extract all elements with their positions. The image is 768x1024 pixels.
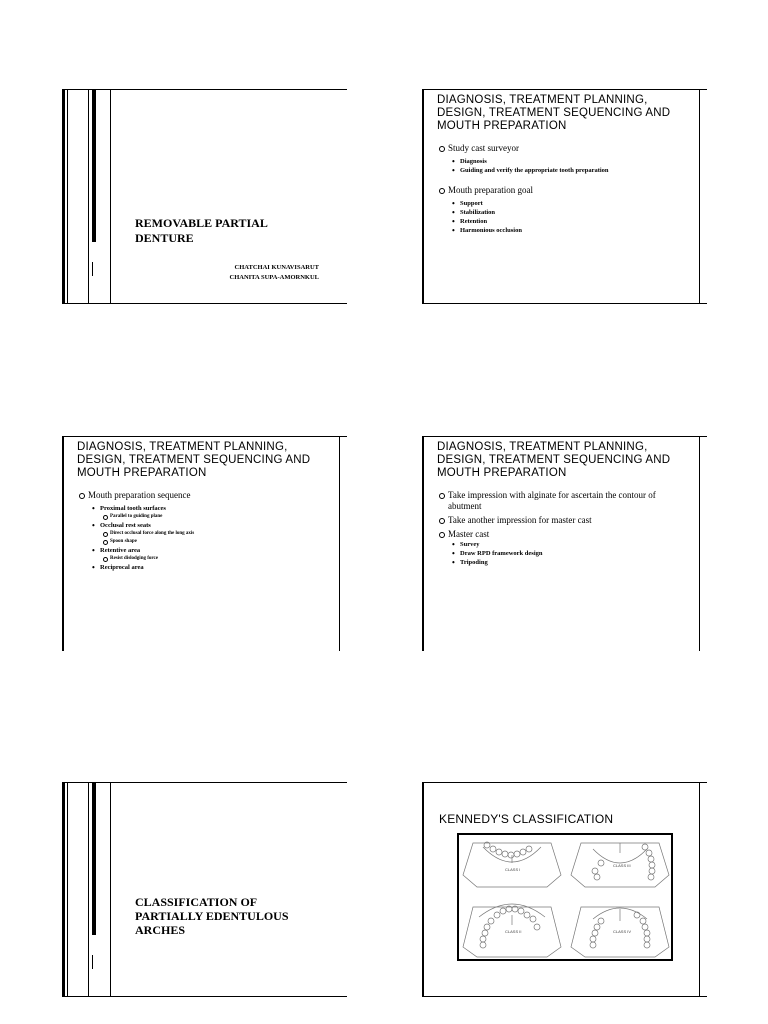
list-item: • Stabilization bbox=[438, 208, 700, 217]
list-item: Take impression with alginate for ascertain the contour of abutment bbox=[438, 490, 678, 512]
decor-bar bbox=[88, 783, 89, 996]
label-class-4: CLASS IV bbox=[613, 929, 632, 934]
list-item: • Proximal tooth surfaces bbox=[78, 504, 340, 513]
decor-bar bbox=[422, 437, 424, 651]
decor-bar bbox=[67, 783, 68, 996]
slide-4 bbox=[422, 436, 707, 651]
slide-3 bbox=[62, 436, 347, 651]
label-class-3: CLASS III bbox=[613, 863, 631, 868]
slide-title: DIAGNOSIS, TREATMENT PLANNING, DESIGN, TREATMENT SEQUENCING AND MOUTH PREPARATION bbox=[437, 441, 671, 479]
list-item: • Reciprocal area bbox=[78, 563, 340, 572]
bullet-list bbox=[438, 490, 678, 567]
decor-bar bbox=[92, 262, 93, 276]
slide-title: CLASSIFICATION OF PARTIALLY EDENTULOUS ARCHES bbox=[135, 895, 289, 937]
decor-bar bbox=[92, 955, 93, 969]
kennedy-classification-figure bbox=[457, 833, 673, 961]
list-item: Take another impression for master cast bbox=[438, 515, 678, 526]
slide-title: REMOVABLE PARTIAL DENTURE bbox=[135, 216, 268, 245]
list-item: • Retentive area bbox=[78, 546, 340, 555]
slide-5 bbox=[62, 782, 347, 997]
list-item: • Occlusal rest seats bbox=[78, 521, 340, 530]
decor-bar bbox=[110, 783, 111, 996]
decor-bar bbox=[62, 437, 64, 651]
list-item: • Draw RPD framework design bbox=[438, 549, 678, 558]
label-class-1: CLASS I bbox=[505, 867, 521, 872]
decor-bar bbox=[699, 437, 700, 651]
decor-bar bbox=[422, 783, 424, 996]
bullet-list bbox=[438, 143, 700, 235]
decor-bar bbox=[67, 90, 68, 303]
list-item: Mouth preparation sequence bbox=[78, 490, 340, 501]
list-item: • Survey bbox=[438, 540, 678, 549]
decor-bar bbox=[422, 90, 424, 303]
decor-bar bbox=[92, 783, 96, 935]
list-item: Master cast bbox=[438, 529, 678, 540]
slide-1 bbox=[62, 89, 347, 304]
arch-class-1 bbox=[463, 842, 561, 887]
decor-bar bbox=[62, 783, 65, 996]
list-item: • Tripoding bbox=[438, 558, 678, 567]
list-item: Mouth preparation goal bbox=[438, 185, 700, 196]
slide-title: DIAGNOSIS, TREATMENT PLANNING, DESIGN, TREATMENT SEQUENCING AND MOUTH PREPARATION bbox=[437, 94, 671, 132]
list-item: Direct occlusal force along the long axis bbox=[78, 530, 340, 538]
list-item: • Support bbox=[438, 199, 700, 208]
dental-arches-illustration bbox=[459, 835, 671, 959]
list-item: Study cast surveyor bbox=[438, 143, 700, 154]
list-item: • Diagnosis bbox=[438, 157, 700, 166]
slide-title: KENNEDY'S CLASSIFICATION bbox=[439, 812, 614, 826]
decor-bar bbox=[92, 90, 96, 242]
list-item: Resist dislodging force bbox=[78, 555, 340, 563]
slide-title: DIAGNOSIS, TREATMENT PLANNING, DESIGN, TREATMENT SEQUENCING AND MOUTH PREPARATION bbox=[77, 441, 311, 479]
authors: CHATCHAI KUNAVISARUT CHANITA SUPA-AMORNKUL bbox=[229, 264, 319, 281]
decor-bar bbox=[699, 783, 700, 996]
slide-2 bbox=[422, 89, 707, 304]
slide-6 bbox=[422, 782, 707, 997]
bullet-list bbox=[78, 490, 340, 572]
decor-bar bbox=[110, 90, 111, 303]
decor-bar bbox=[88, 90, 89, 303]
list-item: Spoon shape bbox=[78, 538, 340, 546]
label-class-2: CLASS II bbox=[505, 929, 522, 934]
decor-bar bbox=[62, 90, 65, 303]
list-item: • Guiding and verify the appropriate tooth preparation bbox=[438, 166, 700, 175]
list-item: • Retention bbox=[438, 217, 700, 226]
list-item: • Harmonious occlusion bbox=[438, 226, 700, 235]
list-item: Parallel to guiding plane bbox=[78, 513, 340, 521]
